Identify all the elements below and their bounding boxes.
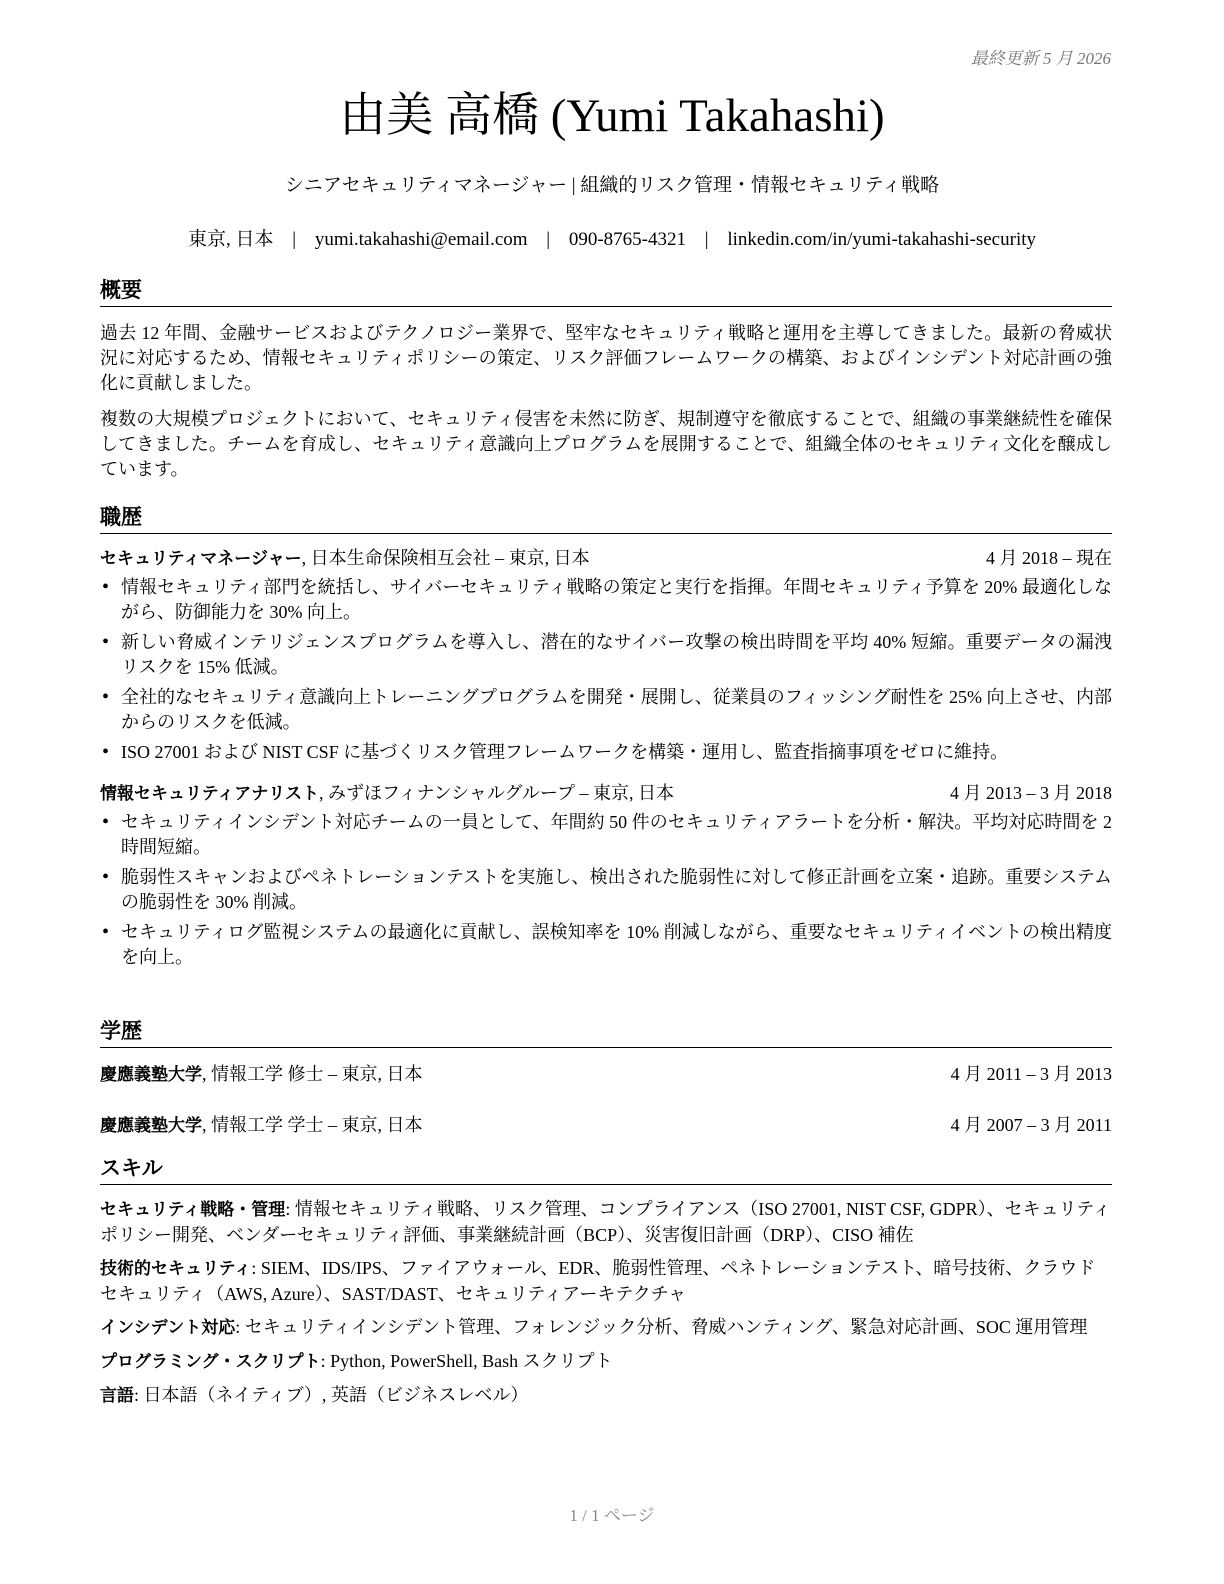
summary-paragraph: 過去 12 年間、金融サービスおよびテクノロジー業界で、堅牢なセキュリティ戦略と運用を主導してきました。最新の脅威状況に対応するため、情報セキュリティポリシーの策定、リスク評価フレームワークの構築、およびインシデント対応計画の強化に貢献しました。 xyxy=(100,323,1112,393)
skill-item xyxy=(100,1315,1112,1341)
list-item: • セキュリティログ監視システムの最適化に貢献し、誤検知率を 10% 削減しながら、重要なセキュリティイベントの検出精度を向上。 xyxy=(100,920,1112,970)
list-item: • 全社的なセキュリティ意識向上トレーニングプログラムを開発・展開し、従業員のフィッシング耐性を 25% 向上させ、内部からのリスクを低減。 xyxy=(100,685,1112,735)
skill-label: セキュリティ戦略・管理 xyxy=(100,1200,286,1220)
skill-item xyxy=(100,1256,1112,1307)
list-item: • 新しい脅威インテリジェンスプログラムを導入し、潜在的なサイバー攻撃の検出時間を平均 40% 短縮。重要データの漏洩リスクを 15% 低減。 xyxy=(100,630,1112,680)
section-title-experience: 職歴 xyxy=(100,503,1112,534)
skill-value: : 日本語（ネイティブ）, 英語（ビジネスレベル） xyxy=(134,1385,529,1405)
list-item: • セキュリティインシデント対応チームの一員として、年間約 50 件のセキュリティアラートを分析・解決。平均対応時間を 2 時間短縮。 xyxy=(100,810,1112,860)
contact-phone: 090-8765-4321 xyxy=(568,229,687,250)
candidate-name: 由美 高橋 (Yumi Takahashi) xyxy=(339,90,885,142)
job-dates: 4 月 2013 – 3 月 2018 xyxy=(950,783,1112,803)
education-line xyxy=(100,1113,423,1138)
education-school: 慶應義塾大学 xyxy=(100,1116,202,1136)
job-bullets xyxy=(100,575,1112,765)
page-number: 1 / 1 ページ xyxy=(569,1506,655,1525)
skill-value: : Python, PowerShell, Bash スクリプト xyxy=(320,1351,613,1371)
job-header xyxy=(100,546,1112,571)
job-org: , みずほフィナンシャルグループ – 東京, 日本 xyxy=(318,783,675,803)
skill-label: 技術的セキュリティ xyxy=(100,1259,252,1279)
education-school: 慶應義塾大学 xyxy=(100,1065,202,1085)
contact-separator: | xyxy=(546,229,551,250)
skills-list xyxy=(100,1197,1112,1409)
headline: シニアセキュリティマネージャー | 組織的リスク管理・情報セキュリティ戦略 xyxy=(284,175,940,196)
job-header xyxy=(100,781,1112,806)
section-title-skills: スキル xyxy=(100,1154,1112,1185)
skill-item xyxy=(100,1349,1112,1375)
job-title-line xyxy=(100,546,590,571)
experience-section xyxy=(100,503,1112,975)
section-title-summary: 概要 xyxy=(100,276,1112,307)
job-bullets xyxy=(100,810,1112,970)
skill-label: 言語 xyxy=(100,1386,134,1406)
contact-separator: | xyxy=(292,229,297,250)
contact-linkedin[interactable]: linkedin.com/in/yumi-takahashi-security xyxy=(727,229,1037,250)
job-org: , 日本生命保険相互会社 – 東京, 日本 xyxy=(301,548,590,568)
job-role: セキュリティマネージャー xyxy=(100,549,302,569)
list-item: • 情報セキュリティ部門を統括し、サイバーセキュリティ戦略の策定と実行を指揮。年間セキュリティ予算を 20% 最適化しながら、防御能力を 30% 向上。 xyxy=(100,575,1112,625)
skill-item xyxy=(100,1383,1112,1409)
job-title-line xyxy=(100,781,674,806)
skill-value: : 情報セキュリティ戦略、リスク管理、コンプライアンス（ISO 27001, NIST CSF, GDPR）、セキュリティポリシー開発、ベンダーセキュリティ評価、事業継続計画（BCP）、災害復旧計画（DRP）、CISO 補佐 xyxy=(100,1199,1111,1245)
last-updated: 最終更新 5 月 2026 xyxy=(970,49,1111,68)
summary-section xyxy=(100,276,1112,482)
skills-section xyxy=(100,1154,1112,1417)
education-dates: 4 月 2007 – 3 月 2011 xyxy=(950,1115,1112,1135)
education-entry xyxy=(100,1062,1112,1087)
contact-email[interactable]: yumi.takahashi@email.com xyxy=(314,229,528,250)
education-detail: , 情報工学 修士 – 東京, 日本 xyxy=(202,1064,423,1084)
education-detail: , 情報工学 学士 – 東京, 日本 xyxy=(202,1115,423,1135)
contact-line xyxy=(0,224,1224,251)
contact-separator: | xyxy=(704,229,709,250)
contact-location: 東京, 日本 xyxy=(187,229,274,250)
list-item: • ISO 27001 および NIST CSF に基づくリスク管理フレームワークを構築・運用し、監査指摘事項をゼロに維持。 xyxy=(100,740,1112,765)
job-role: 情報セキュリティアナリスト xyxy=(100,784,319,804)
education-line xyxy=(100,1062,423,1087)
education-section xyxy=(100,1017,1112,1138)
job-entry xyxy=(100,546,1112,765)
skill-value: : セキュリティインシデント管理、フォレンジック分析、脅威ハンティング、緊急対応計画、SOC 運用管理 xyxy=(235,1317,1088,1337)
section-title-education: 学歴 xyxy=(100,1017,1112,1048)
job-dates: 4 月 2018 – 現在 xyxy=(986,548,1112,568)
education-entry xyxy=(100,1113,1112,1138)
skill-value: : SIEM、IDS/IPS、ファイアウォール、EDR、脆弱性管理、ペネトレーションテスト、暗号技術、クラウドセキュリティ（AWS, Azure）、SAST/DAST、セキュリティアーキテクチャ xyxy=(100,1258,1096,1304)
list-item: • 脆弱性スキャンおよびペネトレーションテストを実施し、検出された脆弱性に対して修正計画を立案・追跡。重要システムの脆弱性を 30% 削減。 xyxy=(100,865,1112,915)
job-entry xyxy=(100,781,1112,970)
skill-label: インシデント対応 xyxy=(100,1318,236,1338)
skill-item xyxy=(100,1197,1112,1248)
summary-paragraph: 複数の大規模プロジェクトにおいて、セキュリティ侵害を未然に防ぎ、規制遵守を徹底することで、組織の事業継続性を確保してきました。チームを育成し、セキュリティ意識向上プログラムを展開することで、組織全体のセキュリティ文化を醸成しています。 xyxy=(100,409,1112,479)
education-dates: 4 月 2011 – 3 月 2013 xyxy=(950,1064,1112,1084)
skill-label: プログラミング・スクリプト xyxy=(100,1352,321,1372)
